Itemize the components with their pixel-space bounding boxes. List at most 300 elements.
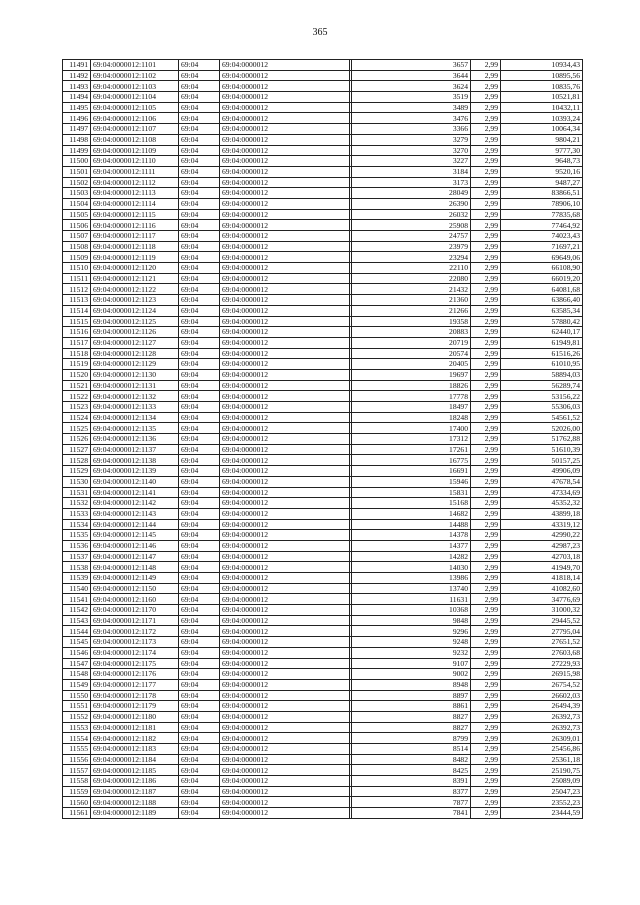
table-row xyxy=(63,391,583,402)
area-cell: 8799 xyxy=(352,733,471,744)
cadastral-number-cell: 69:04:0000012:1134 xyxy=(91,412,179,423)
cadastral-number-cell: 69:04:0000012:1102 xyxy=(91,70,179,81)
value-cell: 10895,56 xyxy=(501,70,583,81)
quarter-number-cell: 69:04:0000012 xyxy=(220,434,350,445)
district-code-cell: 69:04 xyxy=(179,359,220,370)
row-number-cell: 11538 xyxy=(63,562,91,573)
row-number-cell: 11497 xyxy=(63,124,91,135)
district-code-cell: 69:04 xyxy=(179,498,220,509)
row-number-cell: 11493 xyxy=(63,81,91,92)
row-number-cell: 11501 xyxy=(63,166,91,177)
rate-cell: 2,99 xyxy=(471,145,501,156)
cadastral-number-cell: 69:04:0000012:1116 xyxy=(91,220,179,231)
value-cell: 26392,73 xyxy=(501,711,583,722)
rate-cell: 2,99 xyxy=(471,594,501,605)
value-cell: 62440,17 xyxy=(501,327,583,338)
value-cell: 61949,81 xyxy=(501,337,583,348)
value-cell: 25361,18 xyxy=(501,754,583,765)
rate-cell: 2,99 xyxy=(471,327,501,338)
value-cell: 58894,03 xyxy=(501,369,583,380)
rate-cell: 2,99 xyxy=(471,658,501,669)
rate-cell: 2,99 xyxy=(471,455,501,466)
rate-cell: 2,99 xyxy=(471,337,501,348)
value-cell: 50157,25 xyxy=(501,455,583,466)
quarter-number-cell: 69:04:0000012 xyxy=(220,124,350,135)
row-number-cell: 11546 xyxy=(63,647,91,658)
row-number-cell: 11504 xyxy=(63,198,91,209)
row-number-cell: 11528 xyxy=(63,455,91,466)
row-number-cell: 11540 xyxy=(63,583,91,594)
cadastral-number-cell: 69:04:0000012:1143 xyxy=(91,508,179,519)
rate-cell: 2,99 xyxy=(471,498,501,509)
value-cell: 29445,52 xyxy=(501,615,583,626)
cadastral-number-cell: 69:04:0000012:1185 xyxy=(91,765,179,776)
district-code-cell: 69:04 xyxy=(179,615,220,626)
rate-cell: 2,99 xyxy=(471,102,501,113)
table-row xyxy=(63,369,583,380)
cadastral-value-table xyxy=(62,59,583,819)
quarter-number-cell: 69:04:0000012 xyxy=(220,209,350,220)
quarter-number-cell: 69:04:0000012 xyxy=(220,733,350,744)
quarter-number-cell: 69:04:0000012 xyxy=(220,498,350,509)
rate-cell: 2,99 xyxy=(471,412,501,423)
cadastral-number-cell: 69:04:0000012:1114 xyxy=(91,198,179,209)
cadastral-number-cell: 69:04:0000012:1137 xyxy=(91,444,179,455)
rate-cell: 2,99 xyxy=(471,348,501,359)
row-number-cell: 11549 xyxy=(63,679,91,690)
table-row xyxy=(63,337,583,348)
quarter-number-cell: 69:04:0000012 xyxy=(220,241,350,252)
district-code-cell: 69:04 xyxy=(179,605,220,616)
district-code-cell: 69:04 xyxy=(179,808,220,819)
rate-cell: 2,99 xyxy=(471,466,501,477)
district-code-cell: 69:04 xyxy=(179,391,220,402)
table-row xyxy=(63,583,583,594)
table-row xyxy=(63,348,583,359)
table-row xyxy=(63,177,583,188)
area-cell: 28049 xyxy=(352,188,471,199)
area-cell: 20405 xyxy=(352,359,471,370)
table-row xyxy=(63,466,583,477)
row-number-cell: 11539 xyxy=(63,573,91,584)
table-row xyxy=(63,562,583,573)
quarter-number-cell: 69:04:0000012 xyxy=(220,455,350,466)
rate-cell: 2,99 xyxy=(471,220,501,231)
row-number-cell: 11508 xyxy=(63,241,91,252)
quarter-number-cell: 69:04:0000012 xyxy=(220,808,350,819)
rate-cell: 2,99 xyxy=(471,786,501,797)
table-row xyxy=(63,423,583,434)
cadastral-number-cell: 69:04:0000012:1150 xyxy=(91,583,179,594)
table-row xyxy=(63,316,583,327)
value-cell: 54561,52 xyxy=(501,412,583,423)
value-cell: 25190,75 xyxy=(501,765,583,776)
row-number-cell: 11560 xyxy=(63,797,91,808)
cadastral-number-cell: 69:04:0000012:1140 xyxy=(91,476,179,487)
table-row xyxy=(63,188,583,199)
row-number-cell: 11544 xyxy=(63,626,91,637)
cadastral-number-cell: 69:04:0000012:1113 xyxy=(91,188,179,199)
district-code-cell: 69:04 xyxy=(179,327,220,338)
value-cell: 9648,73 xyxy=(501,156,583,167)
district-code-cell: 69:04 xyxy=(179,765,220,776)
quarter-number-cell: 69:04:0000012 xyxy=(220,519,350,530)
quarter-number-cell: 69:04:0000012 xyxy=(220,102,350,113)
value-cell: 41818,14 xyxy=(501,573,583,584)
quarter-number-cell: 69:04:0000012 xyxy=(220,551,350,562)
rate-cell: 2,99 xyxy=(471,423,501,434)
table-row xyxy=(63,444,583,455)
row-number-cell: 11547 xyxy=(63,658,91,669)
area-cell: 3624 xyxy=(352,81,471,92)
rate-cell: 2,99 xyxy=(471,679,501,690)
rate-cell: 2,99 xyxy=(471,808,501,819)
rate-cell: 2,99 xyxy=(471,519,501,530)
cadastral-number-cell: 69:04:0000012:1118 xyxy=(91,241,179,252)
district-code-cell: 69:04 xyxy=(179,690,220,701)
quarter-number-cell: 69:04:0000012 xyxy=(220,316,350,327)
quarter-number-cell: 69:04:0000012 xyxy=(220,744,350,755)
district-code-cell: 69:04 xyxy=(179,562,220,573)
district-code-cell: 69:04 xyxy=(179,786,220,797)
row-number-cell: 11536 xyxy=(63,540,91,551)
area-cell: 18497 xyxy=(352,402,471,413)
quarter-number-cell: 69:04:0000012 xyxy=(220,594,350,605)
area-cell: 17400 xyxy=(352,423,471,434)
row-number-cell: 11519 xyxy=(63,359,91,370)
cadastral-number-cell: 69:04:0000012:1133 xyxy=(91,402,179,413)
row-number-cell: 11557 xyxy=(63,765,91,776)
cadastral-number-cell: 69:04:0000012:1178 xyxy=(91,690,179,701)
table-row xyxy=(63,434,583,445)
rate-cell: 2,99 xyxy=(471,156,501,167)
value-cell: 27795,04 xyxy=(501,626,583,637)
quarter-number-cell: 69:04:0000012 xyxy=(220,637,350,648)
table-row xyxy=(63,733,583,744)
area-cell: 21360 xyxy=(352,295,471,306)
cadastral-number-cell: 69:04:0000012:1135 xyxy=(91,423,179,434)
value-cell: 26309,01 xyxy=(501,733,583,744)
cadastral-number-cell: 69:04:0000012:1142 xyxy=(91,498,179,509)
rate-cell: 2,99 xyxy=(471,754,501,765)
table-row xyxy=(63,540,583,551)
district-code-cell: 69:04 xyxy=(179,402,220,413)
value-cell: 69649,06 xyxy=(501,252,583,263)
value-cell: 41949,70 xyxy=(501,562,583,573)
district-code-cell: 69:04 xyxy=(179,594,220,605)
cadastral-number-cell: 69:04:0000012:1125 xyxy=(91,316,179,327)
district-code-cell: 69:04 xyxy=(179,701,220,712)
area-cell: 9232 xyxy=(352,647,471,658)
page-number: 365 xyxy=(312,27,328,38)
cadastral-number-cell: 69:04:0000012:1170 xyxy=(91,605,179,616)
table-row xyxy=(63,487,583,498)
cadastral-number-cell: 69:04:0000012:1101 xyxy=(91,60,179,71)
row-number-cell: 11509 xyxy=(63,252,91,263)
area-cell: 8482 xyxy=(352,754,471,765)
rate-cell: 2,99 xyxy=(471,744,501,755)
area-cell: 8897 xyxy=(352,690,471,701)
quarter-number-cell: 69:04:0000012 xyxy=(220,583,350,594)
value-cell: 26602,03 xyxy=(501,690,583,701)
district-code-cell: 69:04 xyxy=(179,466,220,477)
value-cell: 47678,54 xyxy=(501,476,583,487)
quarter-number-cell: 69:04:0000012 xyxy=(220,348,350,359)
district-code-cell: 69:04 xyxy=(179,348,220,359)
table-row xyxy=(63,711,583,722)
quarter-number-cell: 69:04:0000012 xyxy=(220,797,350,808)
district-code-cell: 69:04 xyxy=(179,722,220,733)
area-cell: 14378 xyxy=(352,530,471,541)
quarter-number-cell: 69:04:0000012 xyxy=(220,508,350,519)
rate-cell: 2,99 xyxy=(471,669,501,680)
table-row xyxy=(63,263,583,274)
area-cell: 3184 xyxy=(352,166,471,177)
value-cell: 26915,98 xyxy=(501,669,583,680)
area-cell: 18826 xyxy=(352,380,471,391)
row-number-cell: 11530 xyxy=(63,476,91,487)
value-cell: 78906,10 xyxy=(501,198,583,209)
district-code-cell: 69:04 xyxy=(179,412,220,423)
value-cell: 57880,42 xyxy=(501,316,583,327)
district-code-cell: 69:04 xyxy=(179,102,220,113)
district-code-cell: 69:04 xyxy=(179,316,220,327)
cadastral-number-cell: 69:04:0000012:1111 xyxy=(91,166,179,177)
district-code-cell: 69:04 xyxy=(179,583,220,594)
district-code-cell: 69:04 xyxy=(179,679,220,690)
area-cell: 21432 xyxy=(352,284,471,295)
district-code-cell: 69:04 xyxy=(179,188,220,199)
table-row xyxy=(63,701,583,712)
cadastral-number-cell: 69:04:0000012:1109 xyxy=(91,145,179,156)
row-number-cell: 11534 xyxy=(63,519,91,530)
rate-cell: 2,99 xyxy=(471,252,501,263)
table-row xyxy=(63,359,583,370)
district-code-cell: 69:04 xyxy=(179,220,220,231)
area-cell: 24757 xyxy=(352,231,471,242)
cadastral-number-cell: 69:04:0000012:1186 xyxy=(91,776,179,787)
area-cell: 11631 xyxy=(352,594,471,605)
value-cell: 25456,86 xyxy=(501,744,583,755)
cadastral-number-cell: 69:04:0000012:1117 xyxy=(91,231,179,242)
rate-cell: 2,99 xyxy=(471,113,501,124)
cadastral-number-cell: 69:04:0000012:1119 xyxy=(91,252,179,263)
cadastral-number-cell: 69:04:0000012:1182 xyxy=(91,733,179,744)
row-number-cell: 11527 xyxy=(63,444,91,455)
quarter-number-cell: 69:04:0000012 xyxy=(220,444,350,455)
area-cell: 15168 xyxy=(352,498,471,509)
cadastral-number-cell: 69:04:0000012:1147 xyxy=(91,551,179,562)
cadastral-number-cell: 69:04:0000012:1108 xyxy=(91,134,179,145)
value-cell: 27651,52 xyxy=(501,637,583,648)
rate-cell: 2,99 xyxy=(471,551,501,562)
area-cell: 9248 xyxy=(352,637,471,648)
area-cell: 26032 xyxy=(352,209,471,220)
row-number-cell: 11494 xyxy=(63,92,91,103)
district-code-cell: 69:04 xyxy=(179,658,220,669)
area-cell: 20574 xyxy=(352,348,471,359)
value-cell: 25047,23 xyxy=(501,786,583,797)
table-row xyxy=(63,455,583,466)
district-code-cell: 69:04 xyxy=(179,487,220,498)
row-number-cell: 11545 xyxy=(63,637,91,648)
row-number-cell: 11510 xyxy=(63,263,91,274)
rate-cell: 2,99 xyxy=(471,476,501,487)
area-cell: 8377 xyxy=(352,786,471,797)
rate-cell: 2,99 xyxy=(471,690,501,701)
row-number-cell: 11533 xyxy=(63,508,91,519)
cadastral-number-cell: 69:04:0000012:1176 xyxy=(91,669,179,680)
area-cell: 18248 xyxy=(352,412,471,423)
area-cell: 9002 xyxy=(352,669,471,680)
district-code-cell: 69:04 xyxy=(179,177,220,188)
row-number-cell: 11543 xyxy=(63,615,91,626)
row-number-cell: 11503 xyxy=(63,188,91,199)
row-number-cell: 11553 xyxy=(63,722,91,733)
quarter-number-cell: 69:04:0000012 xyxy=(220,626,350,637)
value-cell: 77464,92 xyxy=(501,220,583,231)
district-code-cell: 69:04 xyxy=(179,669,220,680)
table-row xyxy=(63,551,583,562)
district-code-cell: 69:04 xyxy=(179,156,220,167)
cadastral-number-cell: 69:04:0000012:1123 xyxy=(91,295,179,306)
value-cell: 64081,68 xyxy=(501,284,583,295)
value-cell: 41082,60 xyxy=(501,583,583,594)
cadastral-number-cell: 69:04:0000012:1122 xyxy=(91,284,179,295)
table-row xyxy=(63,380,583,391)
value-cell: 47334,69 xyxy=(501,487,583,498)
district-code-cell: 69:04 xyxy=(179,60,220,71)
cadastral-number-cell: 69:04:0000012:1187 xyxy=(91,786,179,797)
value-cell: 42987,23 xyxy=(501,540,583,551)
cadastral-number-cell: 69:04:0000012:1139 xyxy=(91,466,179,477)
row-number-cell: 11526 xyxy=(63,434,91,445)
quarter-number-cell: 69:04:0000012 xyxy=(220,305,350,316)
value-cell: 9777,30 xyxy=(501,145,583,156)
cadastral-number-cell: 69:04:0000012:1115 xyxy=(91,209,179,220)
rate-cell: 2,99 xyxy=(471,508,501,519)
area-cell: 19358 xyxy=(352,316,471,327)
district-code-cell: 69:04 xyxy=(179,733,220,744)
value-cell: 34776,69 xyxy=(501,594,583,605)
value-cell: 43319,12 xyxy=(501,519,583,530)
value-cell: 74023,43 xyxy=(501,231,583,242)
district-code-cell: 69:04 xyxy=(179,573,220,584)
quarter-number-cell: 69:04:0000012 xyxy=(220,198,350,209)
quarter-number-cell: 69:04:0000012 xyxy=(220,188,350,199)
area-cell: 25908 xyxy=(352,220,471,231)
quarter-number-cell: 69:04:0000012 xyxy=(220,562,350,573)
table-row xyxy=(63,786,583,797)
value-cell: 27603,68 xyxy=(501,647,583,658)
cadastral-number-cell: 69:04:0000012:1144 xyxy=(91,519,179,530)
quarter-number-cell: 69:04:0000012 xyxy=(220,380,350,391)
rate-cell: 2,99 xyxy=(471,81,501,92)
table-row xyxy=(63,594,583,605)
row-number-cell: 11520 xyxy=(63,369,91,380)
cadastral-number-cell: 69:04:0000012:1179 xyxy=(91,701,179,712)
row-number-cell: 11524 xyxy=(63,412,91,423)
rate-cell: 2,99 xyxy=(471,359,501,370)
table-row xyxy=(63,498,583,509)
cadastral-number-cell: 69:04:0000012:1126 xyxy=(91,327,179,338)
table-row xyxy=(63,92,583,103)
rate-cell: 2,99 xyxy=(471,637,501,648)
quarter-number-cell: 69:04:0000012 xyxy=(220,81,350,92)
district-code-cell: 69:04 xyxy=(179,530,220,541)
rate-cell: 2,99 xyxy=(471,177,501,188)
value-cell: 26754,52 xyxy=(501,679,583,690)
row-number-cell: 11498 xyxy=(63,134,91,145)
cadastral-number-cell: 69:04:0000012:1160 xyxy=(91,594,179,605)
district-code-cell: 69:04 xyxy=(179,754,220,765)
quarter-number-cell: 69:04:0000012 xyxy=(220,359,350,370)
district-code-cell: 69:04 xyxy=(179,134,220,145)
row-number-cell: 11502 xyxy=(63,177,91,188)
area-cell: 8827 xyxy=(352,722,471,733)
rate-cell: 2,99 xyxy=(471,369,501,380)
quarter-number-cell: 69:04:0000012 xyxy=(220,423,350,434)
area-cell: 23979 xyxy=(352,241,471,252)
district-code-cell: 69:04 xyxy=(179,626,220,637)
district-code-cell: 69:04 xyxy=(179,145,220,156)
table-row xyxy=(63,145,583,156)
value-cell: 42703,18 xyxy=(501,551,583,562)
area-cell: 16775 xyxy=(352,455,471,466)
district-code-cell: 69:04 xyxy=(179,263,220,274)
rate-cell: 2,99 xyxy=(471,92,501,103)
row-number-cell: 11522 xyxy=(63,391,91,402)
table-row xyxy=(63,722,583,733)
table-row xyxy=(63,626,583,637)
table-row xyxy=(63,70,583,81)
district-code-cell: 69:04 xyxy=(179,423,220,434)
rate-cell: 2,99 xyxy=(471,124,501,135)
value-cell: 53156,22 xyxy=(501,391,583,402)
area-cell: 19697 xyxy=(352,369,471,380)
district-code-cell: 69:04 xyxy=(179,295,220,306)
district-code-cell: 69:04 xyxy=(179,273,220,284)
cadastral-number-cell: 69:04:0000012:1171 xyxy=(91,615,179,626)
rate-cell: 2,99 xyxy=(471,797,501,808)
cadastral-number-cell: 69:04:0000012:1129 xyxy=(91,359,179,370)
table-row xyxy=(63,198,583,209)
table-row xyxy=(63,134,583,145)
quarter-number-cell: 69:04:0000012 xyxy=(220,615,350,626)
quarter-number-cell: 69:04:0000012 xyxy=(220,166,350,177)
quarter-number-cell: 69:04:0000012 xyxy=(220,156,350,167)
area-cell: 8861 xyxy=(352,701,471,712)
rate-cell: 2,99 xyxy=(471,402,501,413)
row-number-cell: 11555 xyxy=(63,744,91,755)
district-code-cell: 69:04 xyxy=(179,647,220,658)
table-row xyxy=(63,60,583,71)
area-cell: 14282 xyxy=(352,551,471,562)
value-cell: 9804,21 xyxy=(501,134,583,145)
area-cell: 21266 xyxy=(352,305,471,316)
district-code-cell: 69:04 xyxy=(179,284,220,295)
table-row xyxy=(63,327,583,338)
table-row xyxy=(63,744,583,755)
quarter-number-cell: 69:04:0000012 xyxy=(220,711,350,722)
cadastral-number-cell: 69:04:0000012:1127 xyxy=(91,337,179,348)
area-cell: 14682 xyxy=(352,508,471,519)
area-cell: 8948 xyxy=(352,679,471,690)
table-row xyxy=(63,273,583,284)
value-cell: 10521,81 xyxy=(501,92,583,103)
quarter-number-cell: 69:04:0000012 xyxy=(220,252,350,263)
cadastral-number-cell: 69:04:0000012:1175 xyxy=(91,658,179,669)
